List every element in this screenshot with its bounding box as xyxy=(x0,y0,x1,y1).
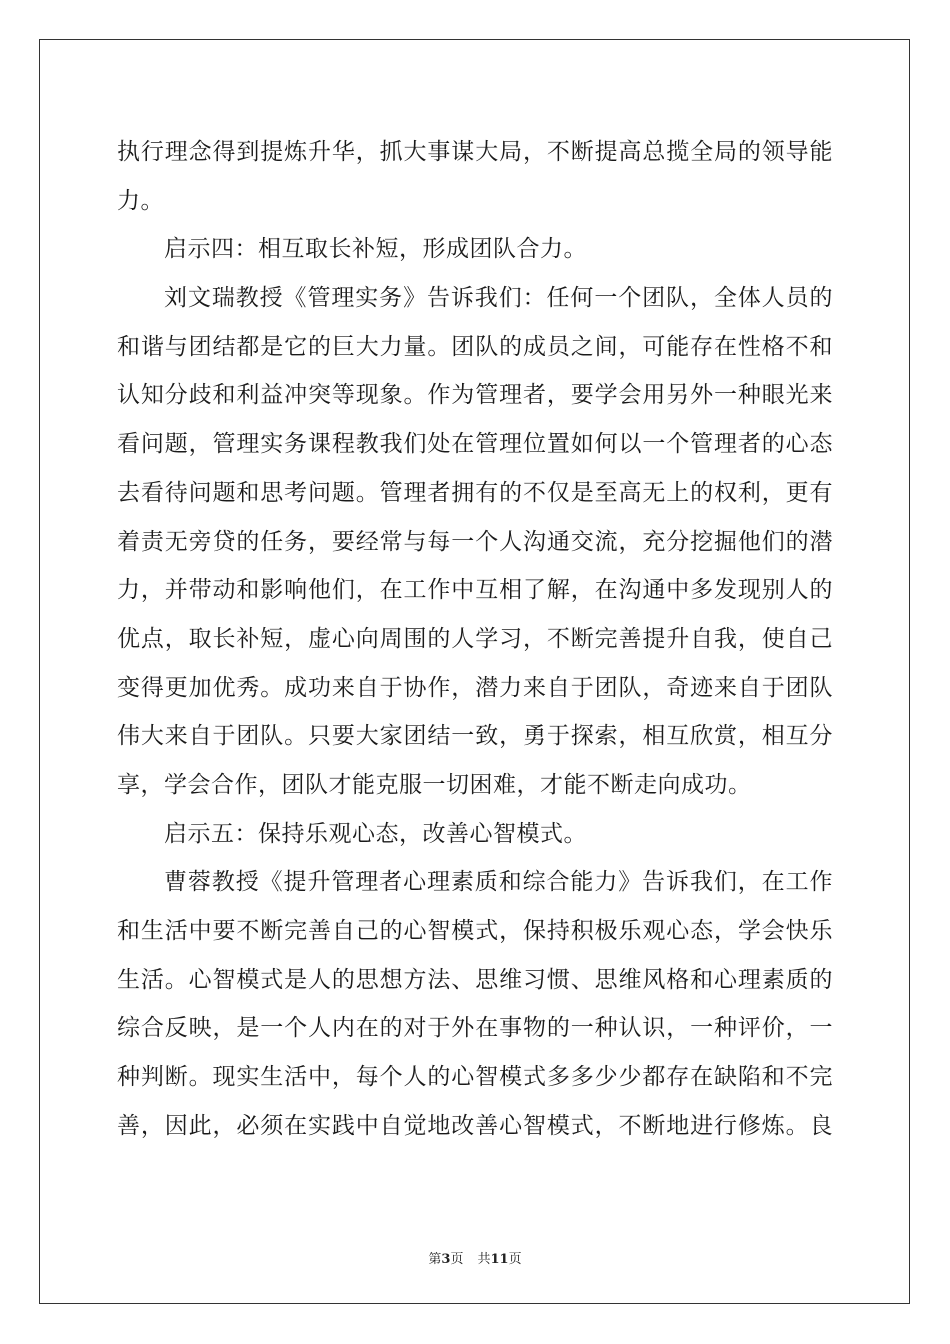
page-suffix: 页 xyxy=(450,1252,464,1267)
text-line: 去看待问题和思考问题。管理者拥有的不仅是至高无上的权利，更有 xyxy=(117,479,833,506)
text-line: 力。 xyxy=(117,187,164,214)
text-line: 和生活中要不断完善自己的心智模式，保持积极乐观心态，学会快乐 xyxy=(117,918,833,944)
page-footer xyxy=(0,1248,950,1267)
text-line: 启示四：相互取长补短，形成团队合力。 xyxy=(164,236,587,263)
total-prefix: 共 xyxy=(477,1252,491,1267)
text-line: 生活。心智模式是人的思想方法、思维习惯、思维风格和心理素质的 xyxy=(117,966,833,993)
text-line: 伟大来自于团队。只要大家团结一致，勇于探索，相互欣赏，相互分 xyxy=(117,723,833,750)
page-number: 3 xyxy=(441,1252,451,1267)
text-line: 启示五：保持乐观心态，改善心智模式。 xyxy=(164,820,587,847)
document-body xyxy=(117,128,833,1150)
page-prefix: 第 xyxy=(428,1252,442,1267)
text-line: 种判断。现实生活中，每个人的心智模式多多少少都存在缺陷和不完 xyxy=(117,1064,833,1091)
total-pages: 11 xyxy=(490,1252,509,1267)
text-line: 力，并带动和影响他们，在工作中互相了解，在沟通中多发现别人的 xyxy=(117,577,833,604)
total-suffix: 页 xyxy=(508,1252,522,1267)
text-line: 执行理念得到提炼升华，抓大事谋大局，不断提高总揽全局的领导能 xyxy=(117,139,833,165)
text-line: 享，学会合作，团队才能克服一切困难，才能不断走向成功。 xyxy=(117,771,752,798)
text-line: 曹蓉教授《提升管理者心理素质和综合能力》告诉我们，在工作 xyxy=(164,869,833,896)
text-line: 综合反映，是一个人内在的对于外在事物的一种认识，一种评价，一 xyxy=(117,1015,833,1042)
text-line: 优点，取长补短，虚心向周围的人学习，不断完善提升自我，使自己 xyxy=(117,625,833,652)
text-line: 看问题，管理实务课程教我们处在管理位置如何以一个管理者的心态 xyxy=(117,431,833,458)
text-line: 善，因此，必须在实践中自觉地改善心智模式，不断地进行修炼。良 xyxy=(117,1112,833,1139)
text-line: 着责无旁贷的任务，要经常与每一个人沟通交流，充分挖掘他们的潜 xyxy=(117,528,833,555)
text-line: 刘文瑞教授《管理实务》告诉我们：任何一个团队，全体人员的 xyxy=(164,285,833,312)
text-line: 认知分歧和利益冲突等现象。作为管理者，要学会用另外一种眼光来 xyxy=(117,382,833,409)
text-line: 和谐与团结都是它的巨大力量。团队的成员之间，可能存在性格不和 xyxy=(117,333,833,360)
text-line: 变得更加优秀。成功来自于协作，潜力来自于团队，奇迹来自于团队 xyxy=(117,674,833,701)
